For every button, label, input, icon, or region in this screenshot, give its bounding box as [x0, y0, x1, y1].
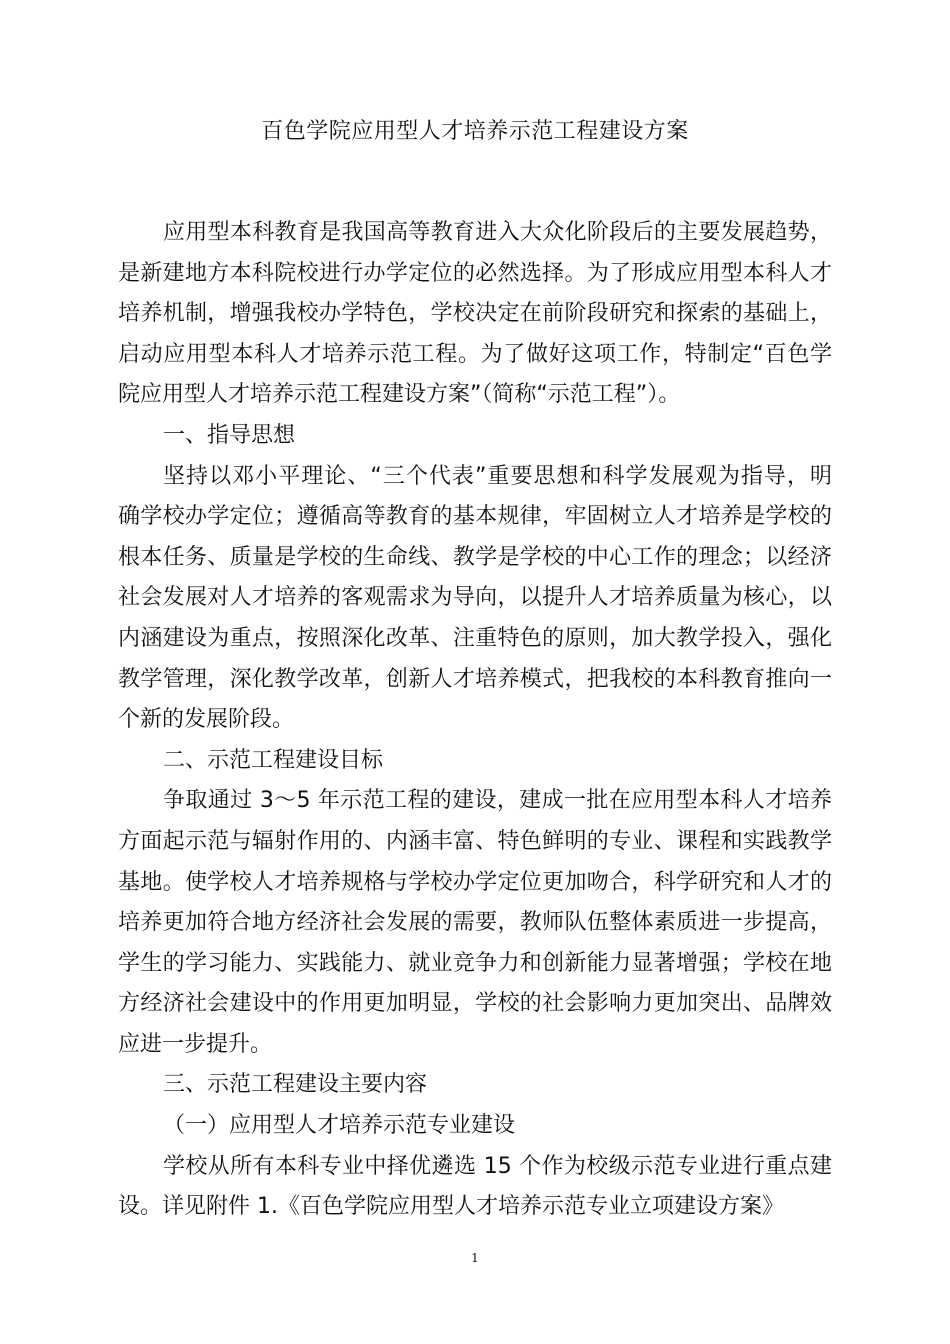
paragraph-line: 设。详见附件 1.《百色学院应用型人才培养示范专业立项建设方案》 [118, 1194, 784, 1220]
paragraph-line: 争取通过 3～5 年示范工程的建设，建成一批在应用型本科人才培养 [163, 788, 832, 814]
page-number: 1 [471, 1251, 479, 1265]
paragraph-line: 个新的发展阶段。 [118, 707, 295, 733]
document-body [118, 213, 832, 1228]
paragraph-line: 内涵建设为重点，按照深化改革、注重特色的原则，加大教学投入，强化 [118, 625, 832, 651]
section-heading: 二、示范工程建设目标 [163, 747, 384, 773]
paragraph-line: 院应用型人才培养示范工程建设方案”（简称“示范工程”）。 [118, 382, 681, 408]
paragraph-line: 应进一步提升。 [118, 1031, 273, 1057]
paragraph-line: 方面起示范与辐射作用的、内涵丰富、特色鲜明的专业、课程和实践教学 [118, 828, 832, 854]
paragraph-line: 社会发展对人才培养的客观需求为导向，以提升人才培养质量为核心，以 [118, 585, 832, 611]
paragraph-line: 学校从所有本科专业中择优遴选 15 个作为校级示范专业进行重点建 [163, 1153, 832, 1179]
paragraph-line: 教学管理，深化教学改革，创新人才培养模式，把我校的本科教育推向一 [118, 666, 832, 692]
paragraph-line: 应用型本科教育是我国高等教育进入大众化阶段后的主要发展趋势， [163, 220, 832, 245]
paragraph-line: 坚持以邓小平理论、“三个代表”重要思想和科学发展观为指导，明 [163, 463, 832, 489]
section-heading: 三、示范工程建设主要内容 [163, 1072, 428, 1098]
paragraph-line: 根本任务、质量是学校的生命线、教学是学校的中心工作的理念；以经济 [118, 544, 832, 570]
paragraph-line: 学生的学习能力、实践能力、就业竞争力和创新能力显著增强；学校在地 [118, 950, 832, 976]
paragraph-line: 方经济社会建设中的作用更加明显，学校的社会影响力更加突出、品牌效 [118, 991, 832, 1017]
document-title: 百色学院应用型人才培养示范工程建设方案 [261, 119, 689, 144]
subsection-heading: （一）应用型人才培养示范专业建设 [163, 1113, 516, 1139]
paragraph-line: 是新建地方本科院校进行办学定位的必然选择。为了形成应用型本科人才 [118, 260, 832, 286]
paragraph-line: 确学校办学定位；遵循高等教育的基本规律，牢固树立人才培养是学校的 [118, 504, 832, 530]
paragraph-line: 启动应用型本科人才培养示范工程。为了做好这项工作，特制定“百色学 [118, 341, 832, 367]
paragraph-line: 培养机制，增强我校办学特色，学校决定在前阶段研究和探索的基础上， [118, 301, 832, 327]
section-heading: 一、指导思想 [163, 422, 296, 448]
paragraph-line: 培养更加符合地方经济社会发展的需要，教师队伍整体素质进一步提高， [118, 910, 832, 936]
paragraph-line: 基地。使学校人才培养规格与学校办学定位更加吻合，科学研究和人才的 [118, 869, 832, 895]
